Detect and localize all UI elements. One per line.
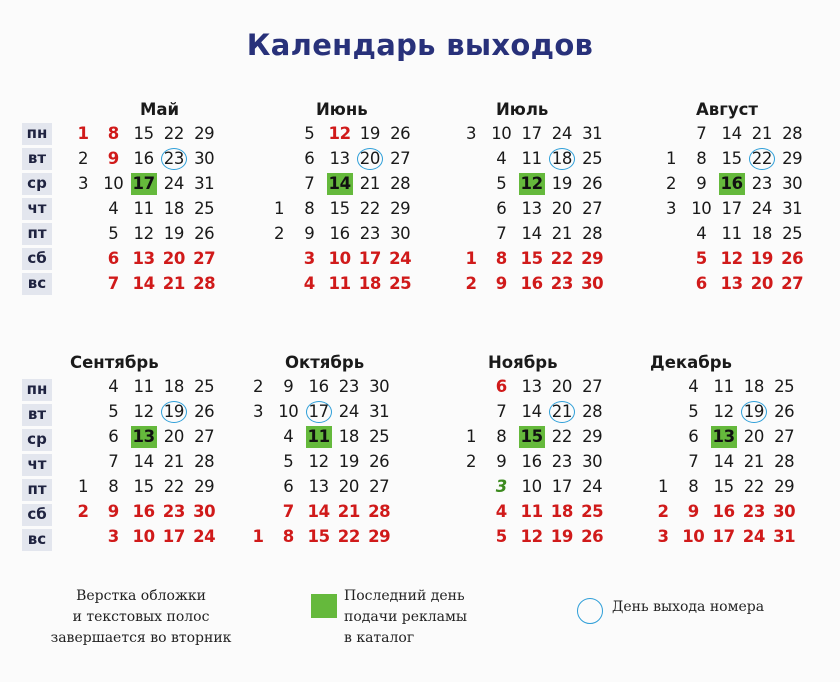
calendar-day: 8 xyxy=(495,249,507,268)
calendar-day: 10 xyxy=(328,249,351,268)
calendar-day: 14 xyxy=(307,502,330,521)
calendar-day: 13 xyxy=(132,249,155,268)
calendar-day: 14 xyxy=(133,452,154,471)
calendar-day: 14 xyxy=(721,124,742,143)
calendar-day: 28 xyxy=(774,452,795,471)
calendar-day: 14 xyxy=(328,174,351,193)
calendar-day: 30 xyxy=(773,502,796,521)
calendar-day: 17 xyxy=(306,401,332,423)
calendar-day: 18 xyxy=(751,224,772,243)
calendar-day: 23 xyxy=(551,452,572,471)
calendar-day: 27 xyxy=(582,199,603,218)
calendar-day: 26 xyxy=(194,402,215,421)
calendar-day: 2 xyxy=(273,224,285,243)
calendar-day: 17 xyxy=(551,477,572,496)
calendar-day: 6 xyxy=(283,477,294,496)
calendar-day: 22 xyxy=(359,199,380,218)
calendar-day: 3 xyxy=(495,477,507,496)
calendar-day: 15 xyxy=(520,427,543,446)
weekday-label: ср xyxy=(22,429,52,451)
calendar-day: 11 xyxy=(721,224,742,243)
calendar-day: 29 xyxy=(368,527,391,546)
calendar-day: 20 xyxy=(162,249,185,268)
calendar-day: 7 xyxy=(304,174,315,193)
calendar-day: 8 xyxy=(282,527,294,546)
calendar-day: 19 xyxy=(551,174,572,193)
calendar-day: 21 xyxy=(743,452,764,471)
calendar-day: 20 xyxy=(338,477,359,496)
calendar-day: 27 xyxy=(193,249,216,268)
calendar-day: 12 xyxy=(720,249,743,268)
calendar-day: 24 xyxy=(338,402,359,421)
legend-deadline-text xyxy=(344,586,504,649)
calendar-day: 21 xyxy=(359,174,380,193)
calendar-day: 30 xyxy=(782,174,803,193)
calendar-day: 2 xyxy=(657,502,669,521)
calendar-day: 10 xyxy=(278,402,299,421)
calendar-day: 2 xyxy=(665,174,677,193)
calendar-day: 21 xyxy=(551,224,572,243)
calendar-day: 4 xyxy=(303,274,315,293)
calendar-day: 24 xyxy=(551,124,572,143)
calendar-day: 7 xyxy=(496,402,507,421)
month-name: Июль xyxy=(496,100,549,119)
calendar-day: 9 xyxy=(283,377,294,396)
calendar-day: 24 xyxy=(193,527,216,546)
calendar-day: 28 xyxy=(582,224,603,243)
calendar-day: 18 xyxy=(358,274,381,293)
calendar-day: 12 xyxy=(520,527,543,546)
weekday-label: вс xyxy=(22,529,52,551)
calendar-day: 24 xyxy=(163,174,184,193)
calendar-day: 7 xyxy=(108,452,119,471)
weekday-label: вт xyxy=(22,404,52,426)
calendar-day: 20 xyxy=(551,377,572,396)
calendar-day: 31 xyxy=(369,402,390,421)
calendar-day: 5 xyxy=(283,452,294,471)
calendar-day: 27 xyxy=(582,377,603,396)
calendar-day: 1 xyxy=(252,527,264,546)
calendar-day: 28 xyxy=(782,124,803,143)
calendar-day: 18 xyxy=(549,148,575,170)
calendar-day: 17 xyxy=(132,174,155,193)
calendar-day: 17 xyxy=(521,124,542,143)
calendar-day: 31 xyxy=(782,199,803,218)
weekday-label: пт xyxy=(22,479,52,501)
calendar-day: 2 xyxy=(465,274,477,293)
calendar-day: 8 xyxy=(304,199,315,218)
calendar-day: 28 xyxy=(582,402,603,421)
calendar-day: 13 xyxy=(132,427,155,446)
calendar-day: 25 xyxy=(582,149,603,168)
calendar-day: 4 xyxy=(108,199,119,218)
calendar-day: 25 xyxy=(194,377,215,396)
calendar-day: 20 xyxy=(750,274,773,293)
calendar-day: 4 xyxy=(108,377,119,396)
calendar-day: 24 xyxy=(389,249,412,268)
calendar-day: 9 xyxy=(107,149,119,168)
calendar-day: 25 xyxy=(369,427,390,446)
calendar-day: 15 xyxy=(713,477,734,496)
calendar-day: 17 xyxy=(712,527,735,546)
calendar-day: 21 xyxy=(337,502,360,521)
calendar-day: 16 xyxy=(308,377,329,396)
calendar-day: 3 xyxy=(657,527,669,546)
calendar-day: 16 xyxy=(329,224,350,243)
calendar-day: 30 xyxy=(390,224,411,243)
calendar-day: 6 xyxy=(695,274,707,293)
calendar-day: 20 xyxy=(743,427,764,446)
calendar-day: 7 xyxy=(496,224,507,243)
calendar-day: 18 xyxy=(550,502,573,521)
calendar-day: 9 xyxy=(696,174,707,193)
calendar-day: 17 xyxy=(162,527,185,546)
calendar-day: 3 xyxy=(252,402,264,421)
calendar-day: 5 xyxy=(304,124,315,143)
calendar-day: 29 xyxy=(390,199,411,218)
calendar-day: 29 xyxy=(774,477,795,496)
calendar-day: 20 xyxy=(163,427,184,446)
deadline-swatch xyxy=(311,594,337,618)
calendar-day: 29 xyxy=(782,149,803,168)
calendar-day: 18 xyxy=(743,377,764,396)
calendar-day: 27 xyxy=(390,149,411,168)
calendar-day: 29 xyxy=(194,124,215,143)
calendar-day: 5 xyxy=(688,402,699,421)
calendar-day: 22 xyxy=(550,249,573,268)
calendar-day: 16 xyxy=(133,149,154,168)
weekday-label: вт xyxy=(22,148,52,170)
calendar-day: 9 xyxy=(687,502,699,521)
calendar-day: 31 xyxy=(773,527,796,546)
calendar-day: 11 xyxy=(521,149,542,168)
legend-layout-line: Верстка обложки xyxy=(76,588,206,604)
calendar-day: 30 xyxy=(369,377,390,396)
calendar-day: 3 xyxy=(303,249,315,268)
legend-layout-line: завершается во вторник xyxy=(50,630,232,646)
calendar-day: 19 xyxy=(161,401,187,423)
calendar-day: 25 xyxy=(389,274,412,293)
calendar-day: 4 xyxy=(696,224,707,243)
calendar-day: 13 xyxy=(329,149,350,168)
calendar-day: 15 xyxy=(307,527,330,546)
calendar-day: 23 xyxy=(162,502,185,521)
calendar-day: 22 xyxy=(551,427,572,446)
calendar-day: 6 xyxy=(688,427,699,446)
calendar-day: 26 xyxy=(390,124,411,143)
calendar-day: 24 xyxy=(751,199,772,218)
calendar-day: 5 xyxy=(108,402,119,421)
calendar-day: 25 xyxy=(782,224,803,243)
calendar-day: 27 xyxy=(194,427,215,446)
release-circle-swatch xyxy=(577,598,603,624)
calendar-day: 26 xyxy=(774,402,795,421)
calendar-day: 21 xyxy=(751,124,772,143)
calendar-day: 16 xyxy=(132,502,155,521)
calendar-day: 5 xyxy=(695,249,707,268)
calendar-day: 1 xyxy=(465,249,477,268)
calendar-day: 7 xyxy=(696,124,707,143)
calendar-day: 29 xyxy=(581,249,604,268)
calendar-day: 15 xyxy=(329,199,350,218)
month-name: Август xyxy=(696,100,758,119)
calendar-day: 23 xyxy=(338,377,359,396)
calendar-day: 3 xyxy=(107,527,119,546)
calendar-day: 19 xyxy=(550,527,573,546)
calendar-day: 25 xyxy=(774,377,795,396)
calendar-day: 6 xyxy=(107,249,119,268)
calendar-day: 26 xyxy=(582,174,603,193)
calendar-day: 28 xyxy=(194,452,215,471)
weekday-column-top xyxy=(22,123,52,298)
calendar-day: 22 xyxy=(163,124,184,143)
calendar-day: 29 xyxy=(582,427,603,446)
calendar-day: 13 xyxy=(521,199,542,218)
calendar-day: 1 xyxy=(465,427,477,446)
calendar-day: 16 xyxy=(520,274,543,293)
calendar-day: 12 xyxy=(133,402,154,421)
calendar-day: 8 xyxy=(688,477,699,496)
calendar-day: 16 xyxy=(720,174,743,193)
calendar-day: 20 xyxy=(551,199,572,218)
calendar-day: 20 xyxy=(357,148,383,170)
calendar-day: 19 xyxy=(359,124,380,143)
calendar-day: 7 xyxy=(688,452,699,471)
calendar-day: 2 xyxy=(77,502,89,521)
calendar-day: 1 xyxy=(273,199,285,218)
calendar-day: 30 xyxy=(193,502,216,521)
weekday-label: пн xyxy=(22,123,52,145)
calendar-day: 10 xyxy=(691,199,712,218)
weekday-label: вс xyxy=(22,273,52,295)
calendar-day: 16 xyxy=(712,502,735,521)
weekday-label: сб xyxy=(22,504,52,526)
calendar-day: 28 xyxy=(390,174,411,193)
calendar-day: 3 xyxy=(77,174,89,193)
legend-layout-line: и текстовых полос xyxy=(72,609,210,625)
calendar-day: 15 xyxy=(133,124,154,143)
calendar-day: 23 xyxy=(742,502,765,521)
calendar-day: 13 xyxy=(308,477,329,496)
calendar-day: 1 xyxy=(665,149,677,168)
calendar-day: 19 xyxy=(741,401,767,423)
calendar-day: 10 xyxy=(682,527,705,546)
calendar-day: 13 xyxy=(720,274,743,293)
calendar-day: 19 xyxy=(163,224,184,243)
calendar-day: 12 xyxy=(520,174,543,193)
calendar-day: 8 xyxy=(107,124,119,143)
calendar-day: 17 xyxy=(721,199,742,218)
calendar-day: 9 xyxy=(496,452,507,471)
calendar-day: 14 xyxy=(521,402,542,421)
calendar-day: 21 xyxy=(549,401,575,423)
calendar-day: 19 xyxy=(338,452,359,471)
calendar-day: 26 xyxy=(369,452,390,471)
weekday-label: чт xyxy=(22,454,52,476)
calendar-day: 3 xyxy=(665,199,677,218)
calendar-day: 11 xyxy=(133,377,154,396)
calendar-day: 8 xyxy=(108,477,119,496)
calendar-day: 27 xyxy=(774,427,795,446)
calendar-day: 22 xyxy=(163,477,184,496)
weekday-label: ср xyxy=(22,173,52,195)
calendar-day: 30 xyxy=(581,274,604,293)
calendar-day: 9 xyxy=(107,502,119,521)
calendar-day: 1 xyxy=(657,477,669,496)
calendar-day: 26 xyxy=(781,249,804,268)
calendar-day: 10 xyxy=(132,527,155,546)
legend-deadline-line: в каталог xyxy=(344,630,415,646)
page-title: Календарь выходов xyxy=(246,28,594,62)
calendar-day: 6 xyxy=(495,377,507,396)
calendar-day: 25 xyxy=(194,199,215,218)
calendar-day: 18 xyxy=(338,427,359,446)
weekday-label: сб xyxy=(22,248,52,270)
calendar-day: 28 xyxy=(193,274,216,293)
calendar-day: 4 xyxy=(496,149,507,168)
legend-deadline-line: подачи рекламы xyxy=(344,609,468,625)
calendar-day: 15 xyxy=(520,249,543,268)
month-name: Октябрь xyxy=(285,353,365,372)
calendar-day: 21 xyxy=(162,274,185,293)
calendar-day: 1 xyxy=(77,477,89,496)
calendar-day: 5 xyxy=(108,224,119,243)
legend-release-text: День выхода номера xyxy=(612,599,765,615)
calendar-day: 8 xyxy=(696,149,707,168)
calendar-day: 1 xyxy=(77,124,89,143)
calendar-day: 9 xyxy=(495,274,507,293)
calendar-day: 16 xyxy=(521,452,542,471)
calendar-day: 24 xyxy=(742,527,765,546)
calendar-day: 12 xyxy=(133,224,154,243)
calendar-day: 12 xyxy=(328,124,351,143)
calendar-day: 8 xyxy=(496,427,507,446)
calendar-day: 23 xyxy=(359,224,380,243)
calendar-day: 12 xyxy=(308,452,329,471)
calendar-day: 11 xyxy=(520,502,543,521)
legend-layout-text xyxy=(36,586,246,649)
calendar-day: 22 xyxy=(337,527,360,546)
month-name: Май xyxy=(140,100,180,119)
calendar-day: 23 xyxy=(751,174,772,193)
calendar-day: 2 xyxy=(77,149,89,168)
calendar-day: 28 xyxy=(368,502,391,521)
calendar-day: 14 xyxy=(713,452,734,471)
weekday-label: пт xyxy=(22,223,52,245)
legend-deadline-line: Последний день xyxy=(344,588,465,604)
calendar-day: 15 xyxy=(133,477,154,496)
calendar-day: 30 xyxy=(582,452,603,471)
calendar-day: 12 xyxy=(713,402,734,421)
calendar-day: 18 xyxy=(163,199,184,218)
month-name: Сентябрь xyxy=(70,353,159,372)
calendar-day: 27 xyxy=(369,477,390,496)
calendar-day: 9 xyxy=(304,224,315,243)
calendar-day: 4 xyxy=(688,377,699,396)
month-name: Ноябрь xyxy=(488,353,558,372)
calendar-day: 2 xyxy=(465,452,477,471)
calendar-day: 23 xyxy=(161,148,187,170)
month-name: Декабрь xyxy=(650,353,732,372)
calendar-day: 31 xyxy=(582,124,603,143)
month-name: Июнь xyxy=(316,100,368,119)
calendar-day: 11 xyxy=(307,427,330,446)
calendar-day: 13 xyxy=(712,427,735,446)
calendar-day: 10 xyxy=(521,477,542,496)
calendar-day: 26 xyxy=(581,527,604,546)
weekday-label: чт xyxy=(22,198,52,220)
calendar-day: 11 xyxy=(713,377,734,396)
weekday-label: пн xyxy=(22,379,52,401)
calendar-day: 11 xyxy=(133,199,154,218)
calendar-day: 13 xyxy=(521,377,542,396)
calendar-day: 29 xyxy=(194,477,215,496)
calendar-day: 5 xyxy=(496,174,507,193)
calendar-day: 22 xyxy=(749,148,775,170)
calendar-day: 14 xyxy=(521,224,542,243)
calendar-day: 27 xyxy=(781,274,804,293)
calendar-day: 23 xyxy=(550,274,573,293)
calendar-day: 17 xyxy=(358,249,381,268)
calendar-day: 3 xyxy=(465,124,477,143)
calendar-day: 21 xyxy=(163,452,184,471)
calendar-day: 15 xyxy=(721,149,742,168)
calendar-day: 6 xyxy=(304,149,315,168)
calendar-day: 6 xyxy=(108,427,119,446)
calendar-day: 2 xyxy=(252,377,264,396)
calendar-day: 24 xyxy=(582,477,603,496)
calendar-day: 22 xyxy=(743,477,764,496)
weekday-column-bottom xyxy=(22,379,52,554)
calendar-day: 7 xyxy=(282,502,294,521)
calendar-day: 18 xyxy=(163,377,184,396)
calendar-day: 6 xyxy=(496,199,507,218)
calendar-day: 5 xyxy=(495,527,507,546)
calendar-day: 19 xyxy=(750,249,773,268)
calendar-day: 4 xyxy=(283,427,294,446)
calendar-day: 11 xyxy=(328,274,351,293)
calendar-day: 10 xyxy=(491,124,512,143)
calendar-day: 25 xyxy=(581,502,604,521)
calendar-day: 30 xyxy=(194,149,215,168)
calendar-day: 14 xyxy=(132,274,155,293)
calendar-day: 10 xyxy=(103,174,124,193)
calendar-day: 31 xyxy=(194,174,215,193)
calendar-day: 7 xyxy=(107,274,119,293)
calendar-day: 4 xyxy=(495,502,507,521)
calendar-day: 26 xyxy=(194,224,215,243)
